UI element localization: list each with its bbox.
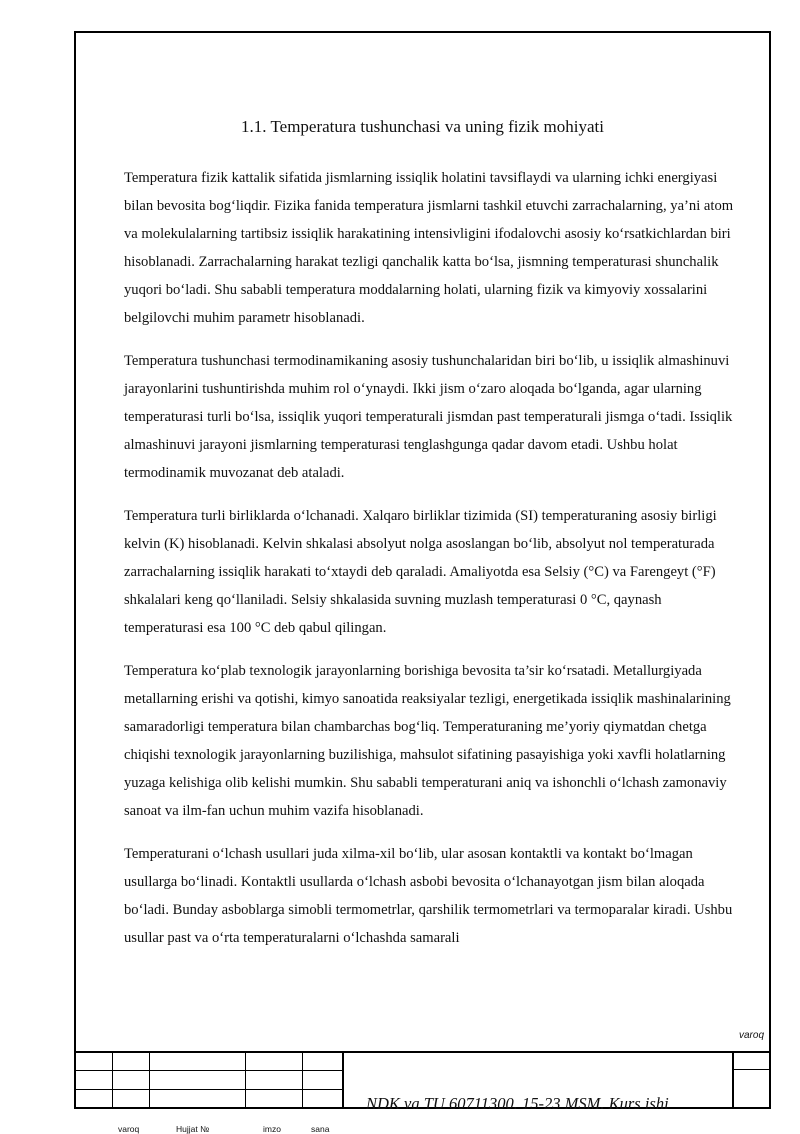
paragraph-2: Temperatura tushunchasi termodinamikaning asosiy tushunchalaridan biri bo‘lib, u issiqlik almashinuvi jarayonlarini tushuntirishda muhim rol o‘ynaydi. Ikki jism o‘zaro aloqada bo‘lganda, agar ularning temperaturasi turli bo‘lsa, issiqlik yuqori temperaturali jismdan past temperaturali jismga o‘tadi. Issiqlik almashinuvi jarayoni jismlarning temperaturasi tenglashgunga qadar davom etadi. Ushbu holat termodinamik muvozanat deb ataladi. [124, 353, 733, 482]
stamp-col-line [112, 1051, 113, 1109]
stamp-column-label: varoq [118, 1124, 140, 1134]
stamp-column-label: sana [311, 1124, 330, 1134]
stamp-row-line [732, 1069, 771, 1070]
document-code: NDK va TU 60711300. 15-23 MSM. Kurs ishi [366, 1094, 669, 1113]
paragraph-1: Temperatura fizik kattalik sifatida jismlarning issiqlik holatini tavsiflaydi va ularning ichki energiyasi bilan bevosita bog‘liqdir. Fizika fanida temperatura jismlarni tashkil etuvchi zarrachalarning, ya’ni atom va molekulalarning tartibsiz issiqlik harakatining intensivligini ifodalovchi asosiy ko‘rsatkichlardan biri hisoblanadi. Zarrachalarning harakat tezligi qanchalik katta bo‘lsa, jismning temperaturasi shunchalik yuqori bo‘ladi. Shu sababli temperatura moddalarning holati, ularning fizik va kimyoviy xossalarini belgilovchi muhim parametr hisoblanadi. [124, 170, 734, 327]
paragraph-4: Temperatura ko‘plab texnologik jarayonlarning borishiga bevosita ta’sir ko‘rsatadi. Metallurgiyada metallarning erishi va qotishi, kimyo sanoatida reaksiyalar tezligi, energetikada issiqlik mashinalarining samaradorligi temperatura bilan chambarchas bog‘liq. Temperaturaning me’yoriy qiymatdan chetga chiqishi texnologik jarayonlarning buzilishiga, mahsulot sifatining pasayishiga yoki xavfli holatlarning yuzaga kelishiga olib kelishi mumkin. Shu sababli temperaturani aniq va ishonchli o‘lchash zamonaviy sanoat va ilm-fan uchun muhim vazifa hisoblanadi. [124, 663, 731, 820]
sheet-label: varoq [738, 1030, 764, 1041]
stamp-col-line [245, 1051, 246, 1109]
stamp-col-line [149, 1051, 150, 1109]
stamp-col-line [732, 1051, 734, 1109]
stamp-column-label: imzo [263, 1124, 281, 1134]
stamp-col-line [342, 1051, 344, 1109]
paragraph-3: Temperatura turli birliklarda o‘lchanadi. Xalqaro birliklar tizimida (SI) temperaturaning asosiy birligi kelvin (K) hisoblanadi. Kelvin shkalasi absolyut nolga asoslangan bo‘lib, absolyut nol temperaturada zarrachalarning issiqlik harakati to‘xtaydi deb qaraladi. Amaliyotda esa Selsiy (°C) va Farengeyt (°F) shkalalari keng qo‘llaniladi. Selsiy shkalasida suvning muzlash temperaturasi 0 °C, qaynash temperaturasi esa 100 °C deb qabul qilingan. [124, 508, 717, 637]
stamp-col-line [302, 1051, 303, 1109]
body-text [124, 164, 736, 967]
stamp-border-top [74, 1051, 771, 1053]
stamp-column-label: Hujjat № [176, 1124, 210, 1134]
section-title: 1.1. Temperatura tushunchasi va uning fizik mohiyati [241, 117, 604, 136]
paragraph-5: Temperaturani o‘lchash usullari juda xilma-xil bo‘lib, ular asosan kontaktli va kontakt bo‘lmagan usullarga bo‘linadi. Kontaktli usullarda o‘lchash asbobi bevosita o‘lchanayotgan jism bilan aloqada bo‘ladi. Bunday asboblarga simobli termometrlar, qarshilik termometrlari va termoparalar kiradi. Ushbu usullar past va o‘rta temperaturalarni o‘lchashda samarali [124, 846, 733, 947]
